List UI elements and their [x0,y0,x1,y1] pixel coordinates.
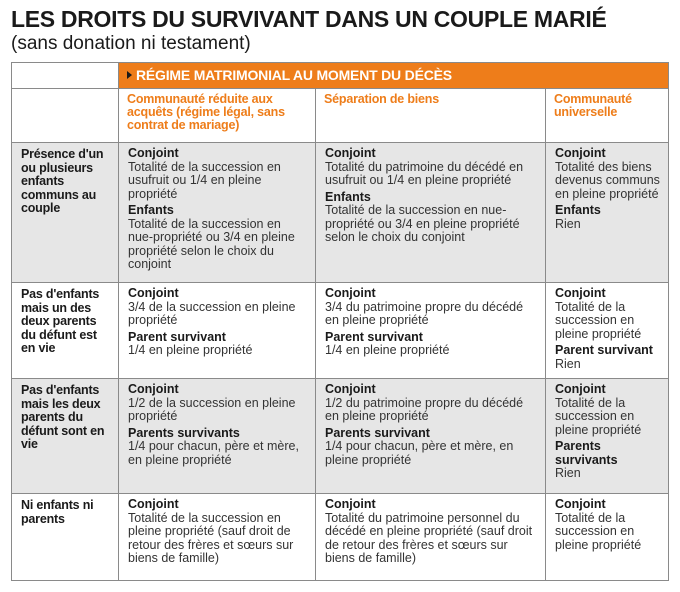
share: Totalité des biens devenus communs en pleine propriété [555,159,660,201]
table-row [12,143,669,283]
share: 1/4 pour chacun, père et mère, en pleine propriété [128,439,299,467]
table-cell [316,379,546,494]
table-cell [546,494,669,581]
cell-entry [325,147,539,188]
empty-corner-cell [12,63,119,89]
table-cell [546,283,669,379]
share: Rien [555,216,581,231]
table-row [12,379,669,494]
beneficiary: Conjoint [555,497,606,511]
column-header-communaute-universelle: Communauté universelle [546,89,669,143]
share: Totalité du patrimoine du décédé en usufruit ou 1/4 en pleine propriété [325,159,524,187]
cell-entry [555,383,662,437]
beneficiary: Parent survivant [325,329,423,344]
share: 1/4 en pleine propriété [128,343,253,357]
table-cell [316,494,546,581]
cell-entry [325,191,539,245]
beneficiary: Conjoint [325,286,376,300]
cell-entry [555,204,662,231]
cell-entry [128,427,309,468]
beneficiary: Parent survivant [128,329,226,344]
cell-entry [325,383,539,424]
cell-entry [555,344,662,371]
share: Totalité de la succession en nue-propriété ou 3/4 en pleine propriété selon le choix du conjoint [325,203,520,244]
regime-header-band [119,63,669,89]
beneficiary: Conjoint [555,382,606,396]
share: Totalité du patrimoine personnel du décédé en pleine propriété (sauf droit de retour des frères et sœurs sur biens de famille) [325,510,533,565]
column-header-communaute-reduite: Communauté réduite aux acquêts (régime légal, sans contrat de mariage) [119,89,316,143]
share: Totalité de la succession en pleine propriété [555,299,642,341]
triangle-right-icon [127,71,132,79]
table-cell [316,143,546,283]
table-row [12,283,669,379]
beneficiary: Conjoint [555,146,606,160]
share: Totalité de la succession en pleine propriété [555,510,642,552]
cell-entry [555,287,662,341]
cell-entry [555,498,662,552]
beneficiary: Conjoint [555,286,606,300]
share: Rien [555,356,581,371]
beneficiary: Enfants [325,189,371,204]
beneficiary: Conjoint [325,382,376,396]
table-cell [119,143,316,283]
beneficiary: Parents survivant [325,425,430,440]
page-subtitle: (sans donation ni testament) [11,33,251,54]
share: Totalité de la succession en pleine propriété (sauf droit de retour des frères et sœurs sur biens de famille) [128,510,294,565]
beneficiary: Conjoint [128,497,179,511]
table-cell [546,143,669,283]
cell-entry [128,204,309,272]
empty-corner-cell [12,89,119,143]
beneficiary: Parents survivants [555,439,618,467]
column-header-separation-biens: Séparation de biens [316,89,546,143]
share: 3/4 de la succession en pleine propriété [128,299,296,327]
cell-entry [128,147,309,201]
table-cell [546,379,669,494]
share: Totalité de la succession en nue-propriété ou 3/4 en pleine propriété selon le choix du conjoint [128,216,295,271]
cell-entry [325,498,539,566]
share: 1/2 du patrimoine propre du décédé en pleine propriété [325,395,524,423]
row-label: Ni enfants ni parents [12,494,119,581]
beneficiary: Enfants [555,203,601,217]
row-label: Présence d'un ou plusieurs enfants communs au couple [12,143,119,283]
cell-entry [128,383,309,424]
share: 1/2 de la succession en pleine propriété [128,395,296,423]
cell-entry [128,331,309,358]
table-cell [316,283,546,379]
cell-entry [128,498,309,566]
cell-entry [555,147,662,201]
cell-entry [325,331,539,358]
column-header-row [12,89,669,143]
table-cell [119,283,316,379]
beneficiary: Parent survivant [555,343,653,357]
header-band-row [12,63,669,89]
beneficiary: Conjoint [128,382,179,396]
share: 1/4 pour chacun, père et mère, en pleine propriété [325,439,514,467]
table-cell [119,379,316,494]
beneficiary: Conjoint [325,146,376,160]
share: 1/4 en pleine propriété [325,343,450,357]
regime-header-label: RÉGIME MATRIMONIAL AU MOMENT DU DÉCÈS [136,67,452,83]
table-cell [119,494,316,581]
row-label: Pas d'enfants mais les deux parents du défunt sont en vie [12,379,119,494]
beneficiary: Conjoint [325,497,376,511]
beneficiary: Parents survivants [128,425,240,440]
cell-entry [555,440,662,481]
beneficiary: Enfants [128,203,174,217]
cell-entry [325,287,539,328]
share: Rien [555,466,581,480]
beneficiary: Conjoint [128,286,179,300]
beneficiary: Conjoint [128,146,179,160]
cell-entry [325,427,539,468]
share: Totalité de la succession en usufruit ou 1/4 en pleine propriété [128,159,281,201]
row-label: Pas d'enfants mais un des deux parents du défunt est en vie [12,283,119,379]
page-title: LES DROITS DU SURVIVANT DANS UN COUPLE MARIÉ [11,6,607,32]
inheritance-rights-table [11,62,669,581]
share: 3/4 du patrimoine propre du décédé en pleine propriété [325,299,524,327]
cell-entry [128,287,309,328]
table-row [12,494,669,581]
share: Totalité de la succession en pleine propriété [555,395,642,437]
